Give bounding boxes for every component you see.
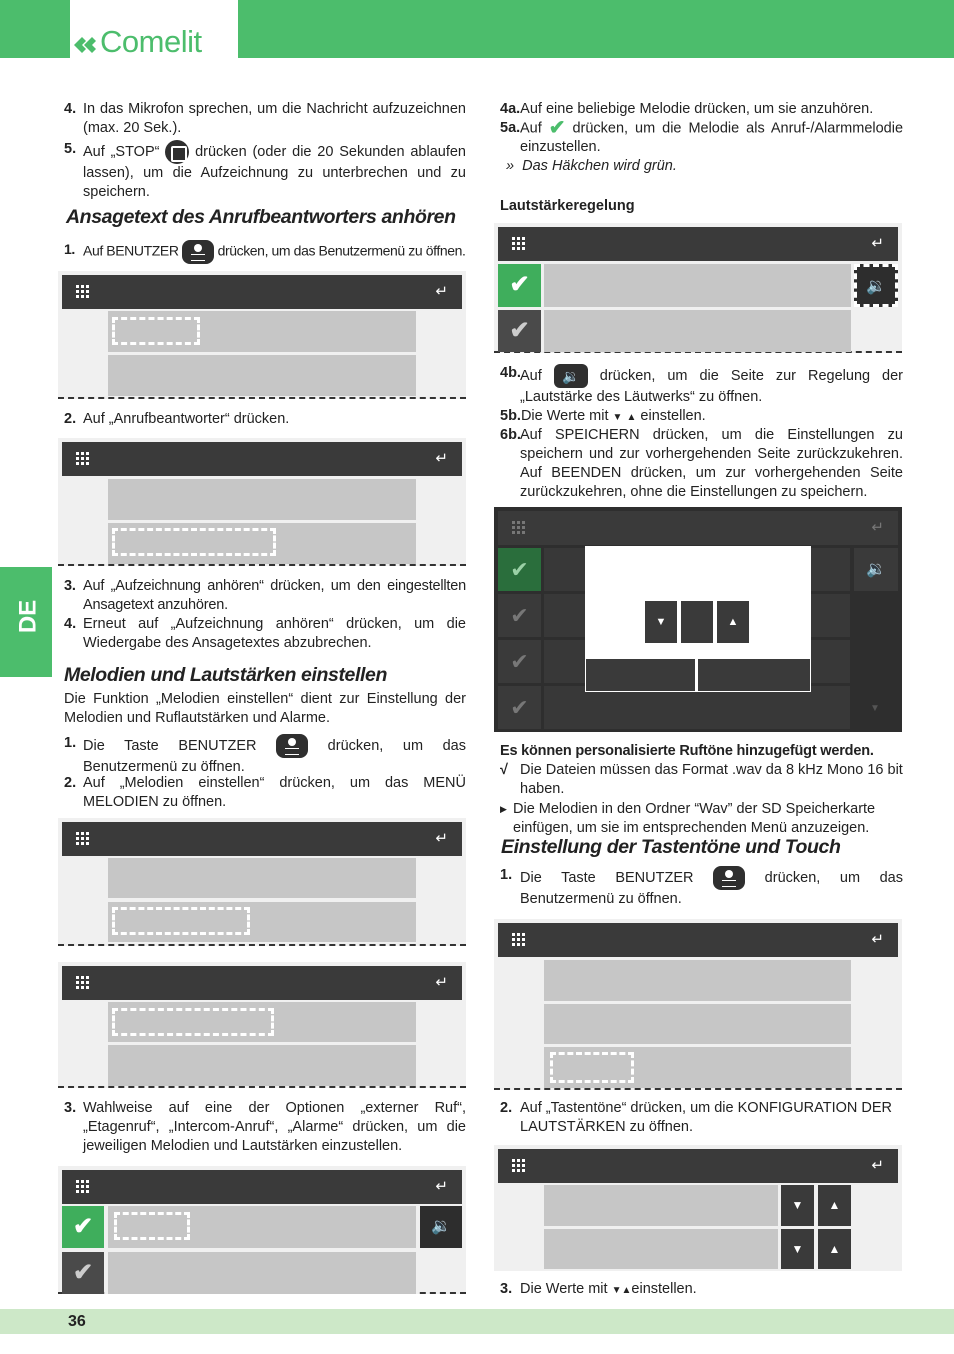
tasten-step-2: 2. Auf „Tastentöne“ drücken, um die KONFIGURATION DER LAUTSTÄRKEN zu öffnen. xyxy=(500,1100,893,1135)
highlight-frame xyxy=(112,317,200,345)
screen-melody-select xyxy=(58,1166,466,1294)
step-5: 5. Auf „STOP“ drücken (oder die 20 Sekunden ablaufen lassen), um die Aufzeichnung zu unterbrechen und zu speichern. xyxy=(64,141,466,200)
menu-row[interactable] xyxy=(108,1045,416,1086)
screen-volume-dialog xyxy=(494,507,902,732)
user-icon xyxy=(713,866,745,890)
step-4b: 4b. Auf 🔉 drücken, um die Seite zur Regelung der „Lautstärke des Läutwerks“ zu öffnen. xyxy=(500,365,904,405)
custom-tones-format: √ Die Dateien müssen das Format .wav da 8 kHz Mono 16 bit haben. xyxy=(500,762,903,797)
melody-row[interactable] xyxy=(108,1206,416,1248)
key-tone-row[interactable] xyxy=(544,1185,778,1226)
speaker-icon: 🔉 xyxy=(854,548,898,591)
volume-up-button[interactable]: ▲ xyxy=(818,1229,851,1269)
melodien-step-1: 1. Die Taste BENUTZER drücken, um das Benutzermenü zu öffnen. xyxy=(64,735,466,775)
speaker-icon[interactable]: 🔉 xyxy=(854,264,898,307)
language-tab: DE xyxy=(0,567,52,677)
melody-row[interactable] xyxy=(108,1252,416,1294)
heading-lautstaerke: Lautstärkeregelung xyxy=(500,198,635,214)
melody-row[interactable] xyxy=(544,264,851,307)
grid-icon xyxy=(76,832,90,846)
ansage-step-3: 3. Auf „Aufzeichnung anhören“ drücken, um den eingestellten Ansagetext anzuhören. xyxy=(64,578,466,613)
grid-icon xyxy=(512,933,526,947)
screen-user-menu xyxy=(58,271,466,399)
menu-row[interactable] xyxy=(108,311,416,352)
melody-row xyxy=(544,686,850,729)
volume-dialog xyxy=(585,546,811,692)
check-icon: ✔ xyxy=(548,117,566,139)
user-icon xyxy=(182,240,214,264)
volume-down-button[interactable]: ▼ xyxy=(781,1229,814,1269)
highlight-frame xyxy=(112,1008,274,1036)
volume-down-button[interactable]: ▼ xyxy=(645,601,677,643)
volume-up-button[interactable]: ▲ xyxy=(717,601,749,643)
comelit-logo-icon xyxy=(72,34,100,56)
highlight-frame xyxy=(112,907,250,935)
menu-row[interactable] xyxy=(108,858,416,898)
up-arrow-icon: ▲ xyxy=(621,1285,632,1296)
screen-user-menu-2 xyxy=(58,818,466,946)
check-icon[interactable]: ✔ xyxy=(498,264,541,307)
down-arrow-icon: ▼ xyxy=(612,412,623,423)
volume-level xyxy=(681,601,713,643)
check-icon[interactable]: ✔ xyxy=(498,310,541,352)
exit-button[interactable] xyxy=(698,659,810,691)
menu-row[interactable] xyxy=(544,960,851,1001)
menu-row[interactable] xyxy=(108,355,416,396)
ansage-step-4: 4. Erneut auf „Aufzeichnung anhören“ drücken, um die Wiedergabe des Ansagetextes abzubrechen. xyxy=(64,616,466,651)
menu-row[interactable] xyxy=(544,1004,851,1044)
return-icon[interactable]: ↵ xyxy=(435,283,448,300)
return-icon[interactable]: ↵ xyxy=(871,519,884,536)
step-6b: 6b. Auf SPEICHERN drücken, um die Einstellungen zu speichern und zur vorhergehenden Seite zurückzukehren. Auf BEENDEN drücken, um zur vorhergehenden Seite zurückzukehren, ohne die Einstellungen zu speichern. xyxy=(500,427,903,500)
grid-icon xyxy=(512,521,526,535)
grid-icon xyxy=(76,976,90,990)
scroll-down-icon[interactable]: ▼ xyxy=(870,703,880,714)
check-icon[interactable]: ✔ xyxy=(498,686,541,729)
page-number: 36 xyxy=(68,1313,86,1330)
header-bar xyxy=(0,0,954,58)
step-4: 4. In das Mikrofon sprechen, um die Nachricht aufzuzeichnen (max. 20 Sek.). xyxy=(64,101,466,136)
speaker-icon[interactable]: 🔉 xyxy=(420,1206,462,1248)
check-icon[interactable]: ✔ xyxy=(498,548,541,591)
screen-key-tones xyxy=(494,1145,902,1271)
menu-row[interactable] xyxy=(108,523,416,564)
check-icon[interactable]: ✔ xyxy=(62,1206,104,1248)
step-5b: 5b.Die Werte mit ▼ ▲ einstellen. xyxy=(500,408,706,424)
tasten-step-3: 3. Die Werte mit ▼▲einstellen. xyxy=(500,1281,697,1297)
return-icon[interactable]: ↵ xyxy=(435,974,448,991)
grid-icon xyxy=(512,1159,526,1173)
brand-name: Comelit xyxy=(100,24,202,59)
heading-tastentoene: Einstellung der Tastentöne und Touch xyxy=(501,836,841,858)
melody-row[interactable] xyxy=(544,310,851,352)
screen-answering-machine xyxy=(58,438,466,566)
ansage-step-2: 2. Auf „Anrufbeantworter“ drücken. xyxy=(64,411,290,427)
custom-tones-folder: ▶ Die Melodien in den Ordner “Wav” der SD Speicherkarte einfügen, um sie im entsprechenden Menü anzuzeigen. xyxy=(500,801,876,836)
heading-melodien: Melodien und Lautstärken einstellen xyxy=(64,664,387,686)
step-5a-note: » Das Häkchen wird grün. xyxy=(506,158,677,174)
step-4a: 4a.Auf eine beliebige Melodie drücken, um sie anzuhören. xyxy=(500,101,874,117)
melodien-step-3: 3. Wahlweise auf eine der Optionen „externer Ruf“, „Etagenruf“, „Intercom-Anruf“, „Alarme“ drücken, um die jeweiligen Melodien und Lautstärken einzustellen. xyxy=(64,1100,466,1154)
screen-melody-menu xyxy=(58,962,466,1088)
ansage-step-1: 1. Auf BENUTZER drücken, um das Benutzermenü zu öffnen. xyxy=(64,240,468,264)
user-icon xyxy=(276,734,308,758)
custom-tones-title: Es können personalisierte Ruftöne hinzugefügt werden. xyxy=(500,743,874,759)
highlight-frame xyxy=(550,1052,634,1083)
screen-user-menu-3 xyxy=(494,919,902,1090)
melodien-step-2: 2. Auf „Melodien einstellen“ drücken, um das MENÜ MELODIEN zu öffnen. xyxy=(64,775,466,810)
grid-icon xyxy=(76,452,90,466)
footer-bar xyxy=(0,1309,954,1334)
speaker-icon: 🔉 xyxy=(554,364,588,388)
return-icon[interactable]: ↵ xyxy=(435,450,448,467)
save-button[interactable] xyxy=(586,659,695,691)
logo xyxy=(70,0,238,58)
return-icon[interactable]: ↵ xyxy=(871,235,884,252)
grid-icon xyxy=(76,1180,90,1194)
check-icon[interactable]: ✔ xyxy=(498,594,541,637)
up-arrow-icon: ▲ xyxy=(626,412,637,423)
tasten-step-1: 1. Die Taste BENUTZER drücken, um das Benutzermenü zu öffnen. xyxy=(500,867,903,907)
highlight-frame xyxy=(114,1212,190,1240)
melodien-intro: Die Funktion „Melodien einstellen“ dient zur Einstellung der Melodien und Ruflautstärken und Alarme. xyxy=(64,691,466,726)
volume-up-button[interactable]: ▲ xyxy=(818,1185,851,1226)
step-5a: 5a. Auf ✔ drücken, um die Melodie als Anruf-/Alarmmelodie einzustellen. xyxy=(500,117,904,156)
highlight-frame xyxy=(112,528,276,556)
menu-row[interactable] xyxy=(108,1002,416,1042)
volume-down-button[interactable]: ▼ xyxy=(781,1185,814,1226)
down-arrow-icon: ▼ xyxy=(611,1285,622,1296)
return-icon[interactable]: ↵ xyxy=(871,931,884,948)
grid-icon xyxy=(512,237,526,251)
heading-ansage: Ansagetext des Anrufbeantworters anhören xyxy=(66,206,456,228)
menu-row[interactable] xyxy=(108,479,416,520)
touch-tone-row[interactable] xyxy=(544,1229,778,1269)
check-icon[interactable]: ✔ xyxy=(498,640,541,683)
return-icon[interactable]: ↵ xyxy=(871,1157,884,1174)
return-icon[interactable]: ↵ xyxy=(435,830,448,847)
menu-row[interactable] xyxy=(108,902,416,942)
menu-row[interactable] xyxy=(544,1047,851,1088)
return-icon[interactable]: ↵ xyxy=(435,1178,448,1195)
grid-icon xyxy=(76,285,90,299)
stop-icon xyxy=(165,140,189,164)
screen-volume-list xyxy=(494,223,902,353)
check-icon[interactable]: ✔ xyxy=(62,1252,104,1294)
